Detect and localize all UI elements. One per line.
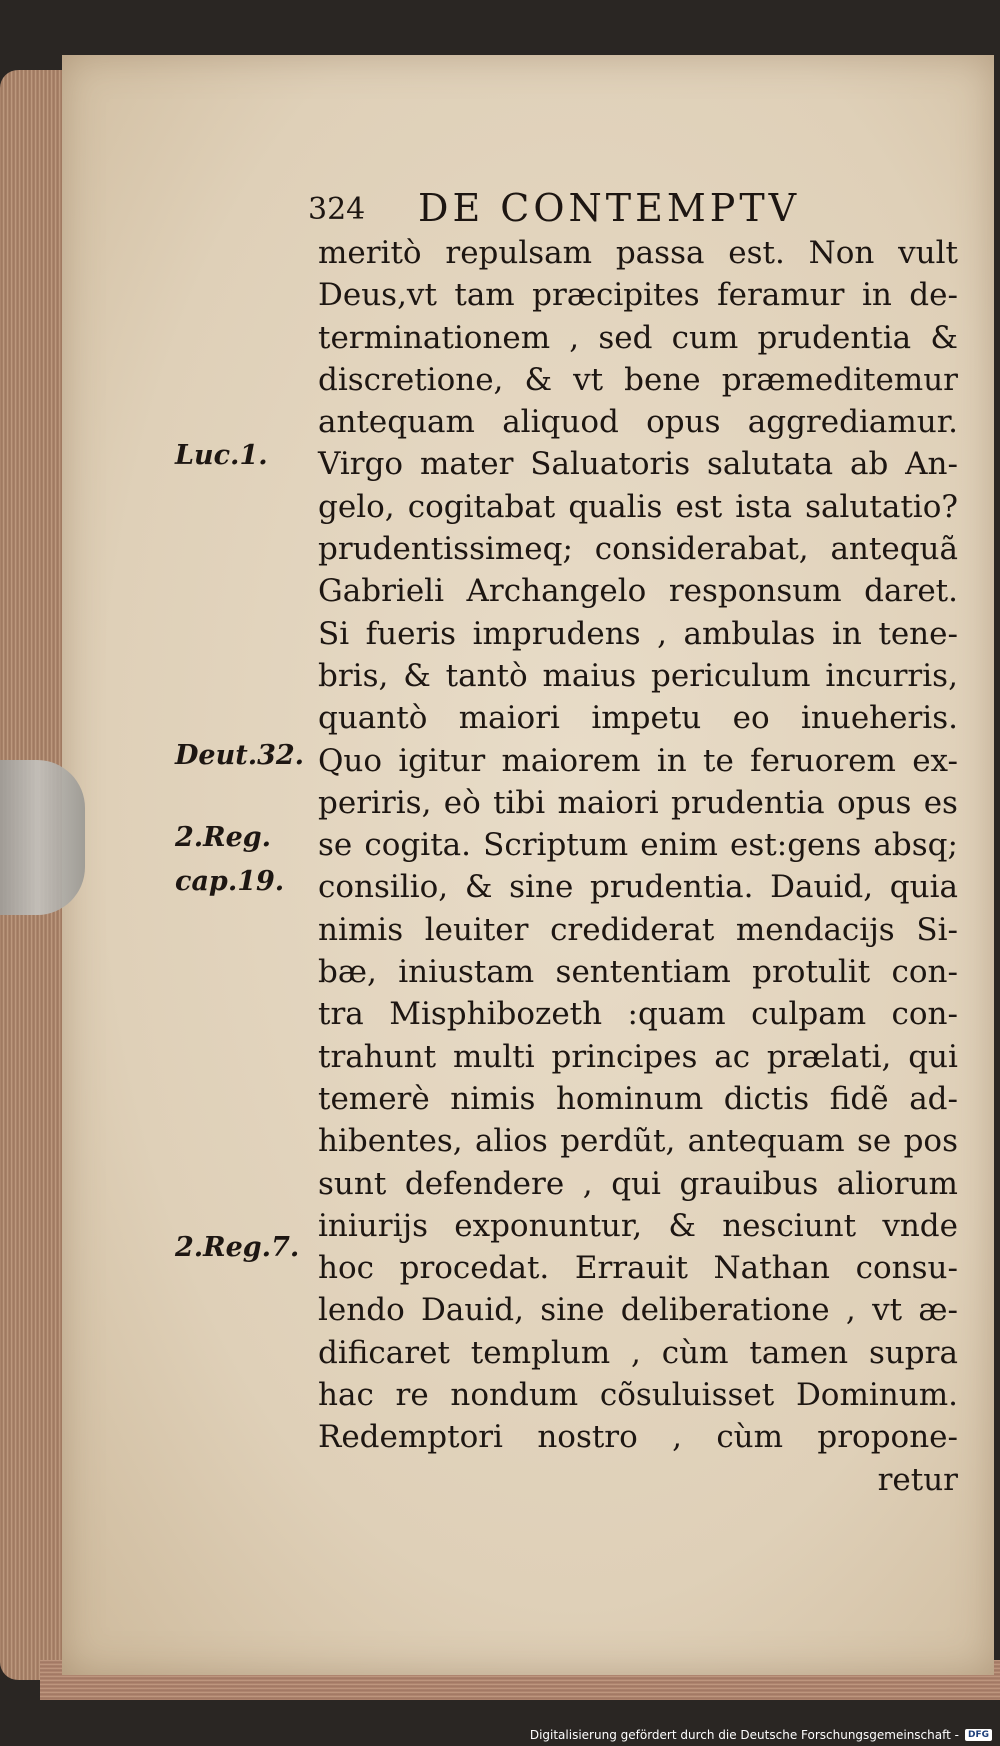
word: deliberatione xyxy=(620,1292,830,1329)
text-line xyxy=(318,359,958,401)
text-line xyxy=(318,1205,958,1247)
word: Quo xyxy=(318,742,383,779)
word: fidẽ xyxy=(829,1080,889,1117)
word: cogitabat xyxy=(407,488,556,525)
margin-note-cap: cap.19. xyxy=(175,866,285,897)
word: vt xyxy=(573,361,604,398)
word: cogita. xyxy=(364,827,471,864)
word: feramur xyxy=(717,277,845,314)
text-line xyxy=(318,401,958,443)
word: cùm xyxy=(716,1419,784,1456)
word: sunt xyxy=(318,1165,387,1202)
word: est:gens xyxy=(730,827,862,864)
word: nimis xyxy=(450,1080,536,1117)
word: aliorum xyxy=(836,1165,958,1202)
text-line xyxy=(318,697,958,739)
footer-text: Digitalisierung gefördert durch die Deutsche Forschungsgemeinschaft - xyxy=(529,1728,959,1742)
word: tra xyxy=(318,996,364,1033)
text-line xyxy=(318,951,958,993)
word: prudentia xyxy=(757,319,912,356)
word: sententiam xyxy=(555,954,731,991)
word: , xyxy=(672,1419,682,1456)
word: fueris xyxy=(365,615,457,652)
word: :quam xyxy=(627,996,726,1033)
word: prudentia. xyxy=(589,869,754,906)
word: & xyxy=(930,319,958,356)
word: Dominum. xyxy=(795,1377,958,1414)
text-line xyxy=(318,1163,958,1205)
word: est. xyxy=(728,235,785,271)
word: tam xyxy=(454,277,515,314)
word: mater xyxy=(419,446,514,483)
word: con- xyxy=(891,954,958,991)
word: vnde xyxy=(882,1207,958,1244)
word: repulsam xyxy=(445,235,593,271)
text-line xyxy=(318,866,958,908)
word: sed xyxy=(598,319,653,356)
word: hac xyxy=(318,1377,374,1414)
text-line xyxy=(318,232,958,274)
word: in xyxy=(861,277,892,314)
text-line xyxy=(318,1289,958,1331)
word: principes xyxy=(551,1038,698,1075)
word: cõsuluisset xyxy=(599,1377,775,1414)
word: consu- xyxy=(855,1250,958,1287)
text-line xyxy=(318,655,958,697)
word: te xyxy=(703,742,734,779)
word: tamen xyxy=(749,1334,849,1371)
word: iniurijs xyxy=(318,1207,429,1244)
word: nesciunt xyxy=(722,1207,857,1244)
word: opus xyxy=(836,784,912,821)
margin-note-2reg7: 2.Reg.7. xyxy=(175,1232,300,1263)
word: discretione, xyxy=(318,361,504,398)
text-line xyxy=(318,740,958,782)
word: mendacijs xyxy=(735,911,895,948)
word: Archangelo xyxy=(466,573,647,610)
word: absq; xyxy=(873,827,958,864)
word: Redemptori xyxy=(318,1419,503,1456)
word: ac xyxy=(714,1038,751,1075)
word: se xyxy=(856,1123,892,1160)
word: nimis xyxy=(318,911,404,948)
word: salutatio? xyxy=(805,488,958,525)
word: aggrediamur. xyxy=(747,404,958,441)
word: eo xyxy=(732,700,770,737)
page-clip xyxy=(0,760,85,915)
word: An- xyxy=(905,446,958,483)
word: dictis xyxy=(723,1080,810,1117)
word: ab xyxy=(849,446,889,483)
word: defendere xyxy=(404,1165,565,1202)
text-line xyxy=(318,274,958,316)
word: Non xyxy=(808,235,875,271)
text-line xyxy=(318,1120,958,1162)
word: iniustam xyxy=(398,954,535,991)
word: aliquod xyxy=(502,404,619,441)
word: nostro xyxy=(537,1419,638,1456)
word: prudentia xyxy=(671,784,825,821)
word: Nathan xyxy=(713,1250,831,1287)
word: bene xyxy=(624,361,701,398)
word: hibentes, xyxy=(318,1123,463,1160)
word: templum xyxy=(470,1334,611,1371)
word: de- xyxy=(909,277,958,314)
text-line xyxy=(318,1036,958,1078)
word: ista xyxy=(735,488,793,525)
word: ambulas xyxy=(683,615,816,652)
text-line xyxy=(318,443,958,485)
word: daret. xyxy=(864,573,958,610)
word: terminationem xyxy=(318,319,551,356)
word: meritò xyxy=(318,235,422,271)
word: maius xyxy=(542,657,637,694)
text-line xyxy=(318,1416,958,1458)
word: sine xyxy=(540,1292,605,1329)
text-line xyxy=(318,317,958,359)
body-text xyxy=(318,232,958,1501)
word: exponuntur, xyxy=(454,1207,643,1244)
text-line xyxy=(318,1247,958,1289)
word: Errauit xyxy=(574,1250,688,1287)
word: tene- xyxy=(878,615,958,652)
running-title: DE CONTEMPTV xyxy=(418,186,801,230)
word: Gabrieli xyxy=(318,573,444,610)
word: Dauid, xyxy=(421,1292,524,1329)
word: trahunt xyxy=(318,1038,437,1075)
word: periris, xyxy=(318,784,432,821)
word: nondum xyxy=(450,1377,579,1414)
word: & xyxy=(524,361,553,398)
text-line xyxy=(318,1078,958,1120)
word: Si xyxy=(318,615,350,652)
word: tantò xyxy=(445,657,528,694)
word: incurris, xyxy=(825,657,958,694)
word: passa xyxy=(615,235,705,271)
word: maiori xyxy=(458,700,560,737)
word: tibi xyxy=(493,784,546,821)
word: salutata xyxy=(706,446,834,483)
word: Dauid, xyxy=(770,869,874,906)
word: antequam xyxy=(687,1123,845,1160)
page-number: 324 xyxy=(308,192,366,227)
word: Virgo xyxy=(318,446,404,483)
text-line xyxy=(318,528,958,570)
word: qualis xyxy=(568,488,663,525)
word: lendo xyxy=(318,1292,405,1329)
word: vt xyxy=(872,1292,903,1329)
word: enim xyxy=(640,827,718,864)
word: perdũt, xyxy=(560,1123,676,1160)
word: cùm xyxy=(661,1334,729,1371)
word: & xyxy=(464,869,493,906)
word: & xyxy=(668,1207,696,1244)
word: bæ, xyxy=(318,954,377,991)
word: temerè xyxy=(318,1080,430,1117)
word: igitur xyxy=(398,742,486,779)
word: qui xyxy=(611,1165,661,1202)
text-line xyxy=(318,570,958,612)
word: & xyxy=(403,657,431,694)
word: gelo, xyxy=(318,488,395,525)
word: protulit xyxy=(752,954,871,991)
margin-note-luc: Luc.1. xyxy=(175,440,268,471)
word: grauibus xyxy=(679,1165,819,1202)
word: prudentissimeq; xyxy=(318,531,573,568)
word: prælati, xyxy=(766,1038,892,1075)
word: cum xyxy=(671,319,739,356)
word: dificaret xyxy=(318,1334,450,1371)
word: impetu xyxy=(591,700,702,737)
word: opus xyxy=(646,404,721,441)
word: inueheris. xyxy=(800,700,958,737)
word: procedat. xyxy=(399,1250,550,1287)
word: culpam xyxy=(751,996,867,1033)
word: re xyxy=(395,1377,429,1414)
word: quantò xyxy=(318,700,428,737)
word: leuiter xyxy=(424,911,529,948)
word: sine xyxy=(509,869,574,906)
word: ad- xyxy=(909,1080,958,1117)
margin-note-2reg: 2.Reg. xyxy=(175,822,272,853)
word: imprudens xyxy=(472,615,641,652)
catchword-line xyxy=(318,1459,958,1501)
margin-note-deut: Deut.32. xyxy=(175,740,305,771)
word: , xyxy=(845,1292,856,1329)
word: antequã xyxy=(830,531,958,568)
word: antequam xyxy=(318,404,475,441)
word: maiori xyxy=(557,784,659,821)
word: est xyxy=(675,488,723,525)
footer-credit xyxy=(530,1728,992,1742)
word: , xyxy=(582,1165,593,1202)
word: con- xyxy=(891,996,958,1033)
word: alios xyxy=(474,1123,548,1160)
word: propone- xyxy=(817,1419,958,1456)
word: præmeditemur xyxy=(721,361,958,398)
word: crediderat xyxy=(550,911,715,948)
word: pos xyxy=(903,1123,958,1160)
word: , xyxy=(631,1334,641,1371)
word: qui xyxy=(908,1038,958,1075)
word: , xyxy=(657,615,667,652)
text-line xyxy=(318,613,958,655)
word: feruorem xyxy=(750,742,896,779)
word: es xyxy=(923,784,958,821)
word: præcipites xyxy=(532,277,700,314)
word: periculum xyxy=(651,657,811,694)
word: hominum xyxy=(555,1080,704,1117)
word: consilio, xyxy=(318,869,449,906)
word: se xyxy=(318,827,353,864)
word: Si- xyxy=(916,911,958,948)
word: eò xyxy=(443,784,481,821)
text-line xyxy=(318,782,958,824)
word: responsum xyxy=(668,573,842,610)
text-line xyxy=(318,824,958,866)
word: multi xyxy=(452,1038,535,1075)
word: ex- xyxy=(912,742,958,779)
word: vult xyxy=(898,235,958,271)
word: in xyxy=(831,615,862,652)
word: hoc xyxy=(318,1250,374,1287)
text-line xyxy=(318,1374,958,1416)
text-line xyxy=(318,486,958,528)
word: maiorem xyxy=(501,742,641,779)
word: Misphibozeth xyxy=(389,996,603,1033)
word: supra xyxy=(868,1334,958,1371)
word: considerabat, xyxy=(594,531,809,568)
running-header xyxy=(308,186,958,236)
word: Deus,vt xyxy=(318,277,437,314)
text-line xyxy=(318,993,958,1035)
catchword: retur xyxy=(877,1461,958,1498)
word: quia xyxy=(889,869,958,906)
word: æ- xyxy=(918,1292,958,1329)
word: in xyxy=(656,742,687,779)
text-line xyxy=(318,909,958,951)
dfg-logo: DFG xyxy=(965,1729,992,1741)
word: Scriptum xyxy=(483,827,629,864)
word: , xyxy=(569,319,580,356)
text-line xyxy=(318,1332,958,1374)
word: Saluatoris xyxy=(530,446,691,483)
word: bris, xyxy=(318,657,389,694)
